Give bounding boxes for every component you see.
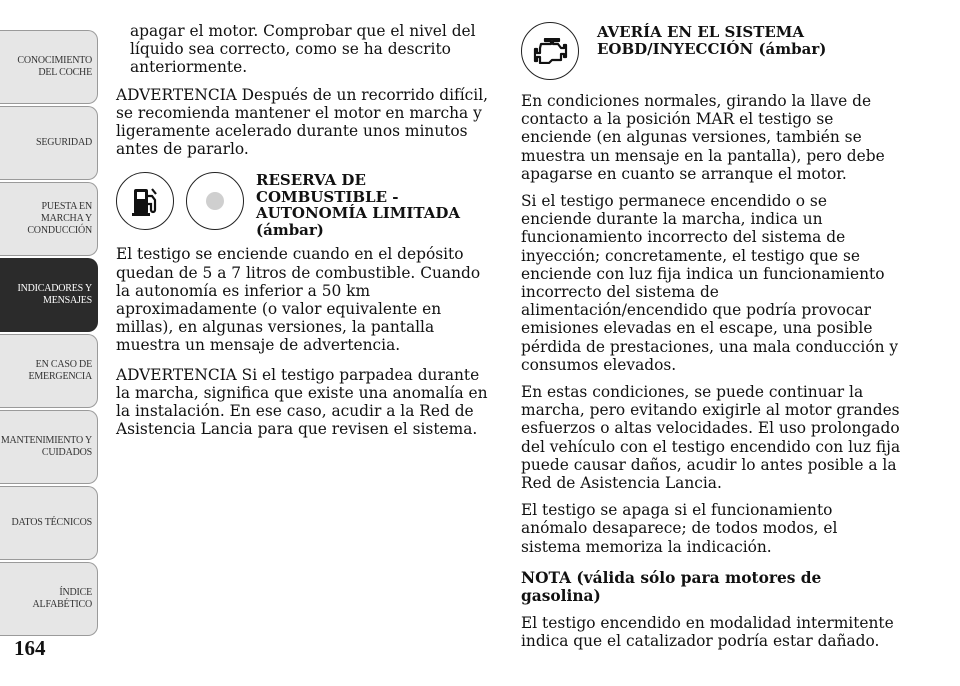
paragraph: En condiciones normales, girando la llave de contacto a la posición MAR el testigo se enciende (en algunas versiones, también se muestra un mensaje en la pantalla), pero debe apagarse en cuanto se arranque el motor. bbox=[521, 92, 885, 183]
fuel-pump-icon bbox=[116, 172, 174, 230]
heading-text: AVERÍA EN EL SISTEMA EOBD/INYECCIÓN bbox=[597, 23, 805, 58]
tab-conocimiento-del-coche[interactable]: CONOCIMIENTO DEL COCHE bbox=[0, 30, 98, 104]
tab-indicadores-y-mensajes[interactable]: INDICADORES Y MENSAJES bbox=[0, 258, 98, 332]
warning-paragraph: ADVERTENCIA Después de un recorrido difícil, se recomienda mantener el motor en marcha y ligeramente acelerado durante unos minutos antes de pararlo. bbox=[116, 85, 489, 159]
heading-text: RESERVA DE COMBUSTIBLE - AUTONOMÍA LIMITADA bbox=[256, 171, 461, 223]
paragraph: apagar el motor. Comprobar que el nivel del líquido sea correcto, como se ha descrito anteriormente. bbox=[130, 22, 476, 77]
warning-paragraph: ADVERTENCIA Si el testigo parpadea durante la marcha, significa que existe una anomalía en la instalación. En ese caso, acudir a la Red de Asistencia Lancia para que revisen el sistema. bbox=[116, 365, 488, 439]
page-number: 164 bbox=[14, 636, 46, 660]
engine-check-icon bbox=[521, 22, 579, 80]
paragraph: El testigo se apaga si el funcionamiento anómalo desaparece; de todos modos, el sistema memoriza la indicación. bbox=[521, 501, 838, 556]
heading-color: (ámbar) bbox=[758, 39, 827, 58]
tab-en-caso-de-emergencia[interactable]: EN CASO DE EMERGENCIA bbox=[0, 334, 98, 408]
tab-seguridad[interactable]: SEGURIDAD bbox=[0, 106, 98, 180]
paragraph: Si el testigo permanece encendido o se enciende durante la marcha, indica un funcionamiento incorrecto del sistema de inyección; concretamente, el testigo que se enciende con luz fija indica un funcionamiento incorrecto del sistema de alimentación/encendido que podría provocar emisiones elevadas en el escape, una posible pérdida de prestaciones, una mala conducción y consumos elevados. bbox=[521, 192, 899, 374]
heading-color: (ámbar) bbox=[256, 220, 324, 239]
tab-datos-tecnicos[interactable]: DATOS TÉCNICOS bbox=[0, 486, 98, 560]
right-column bbox=[521, 22, 901, 651]
eobd-header bbox=[521, 22, 901, 80]
fuel-reserve-header bbox=[116, 172, 498, 238]
left-column bbox=[116, 22, 498, 438]
tab-mantenimiento-y-cuidados[interactable]: MANTENIMIENTO Y CUIDADOS bbox=[0, 410, 98, 484]
paragraph: En estas condiciones, se puede continuar la marcha, pero evitando exigirle al motor grandes esfuerzos o altas velocidades. El uso prolongado del vehículo con el testigo encendido con luz fija puede causar daños, acudir lo antes posible a la Red de Asistencia Lancia. bbox=[521, 383, 901, 493]
paragraph: El testigo se enciende cuando en el depósito quedan de 5 a 7 litros de combustible. Cuando la autonomía es inferior a 50 km aproximadamente (o valor equivalente en millas), en algunas versiones, la pantalla muestra un mensaje de advertencia. bbox=[116, 245, 481, 355]
tab-indice-alfabetico[interactable]: ÍNDICE ALFABÉTICO bbox=[0, 562, 98, 636]
tab-puesta-en-marcha[interactable]: PUESTA EN MARCHA Y CONDUCCIÓN bbox=[0, 182, 98, 256]
paragraph: El testigo encendido en modalidad intermitente indica que el catalizador podría estar dañado. bbox=[521, 614, 894, 651]
note-heading: NOTA (válida sólo para motores de gasolina) bbox=[521, 568, 822, 606]
amber-dot-icon bbox=[186, 172, 244, 230]
fuel-reserve-heading bbox=[256, 172, 498, 238]
eobd-heading bbox=[597, 24, 901, 57]
